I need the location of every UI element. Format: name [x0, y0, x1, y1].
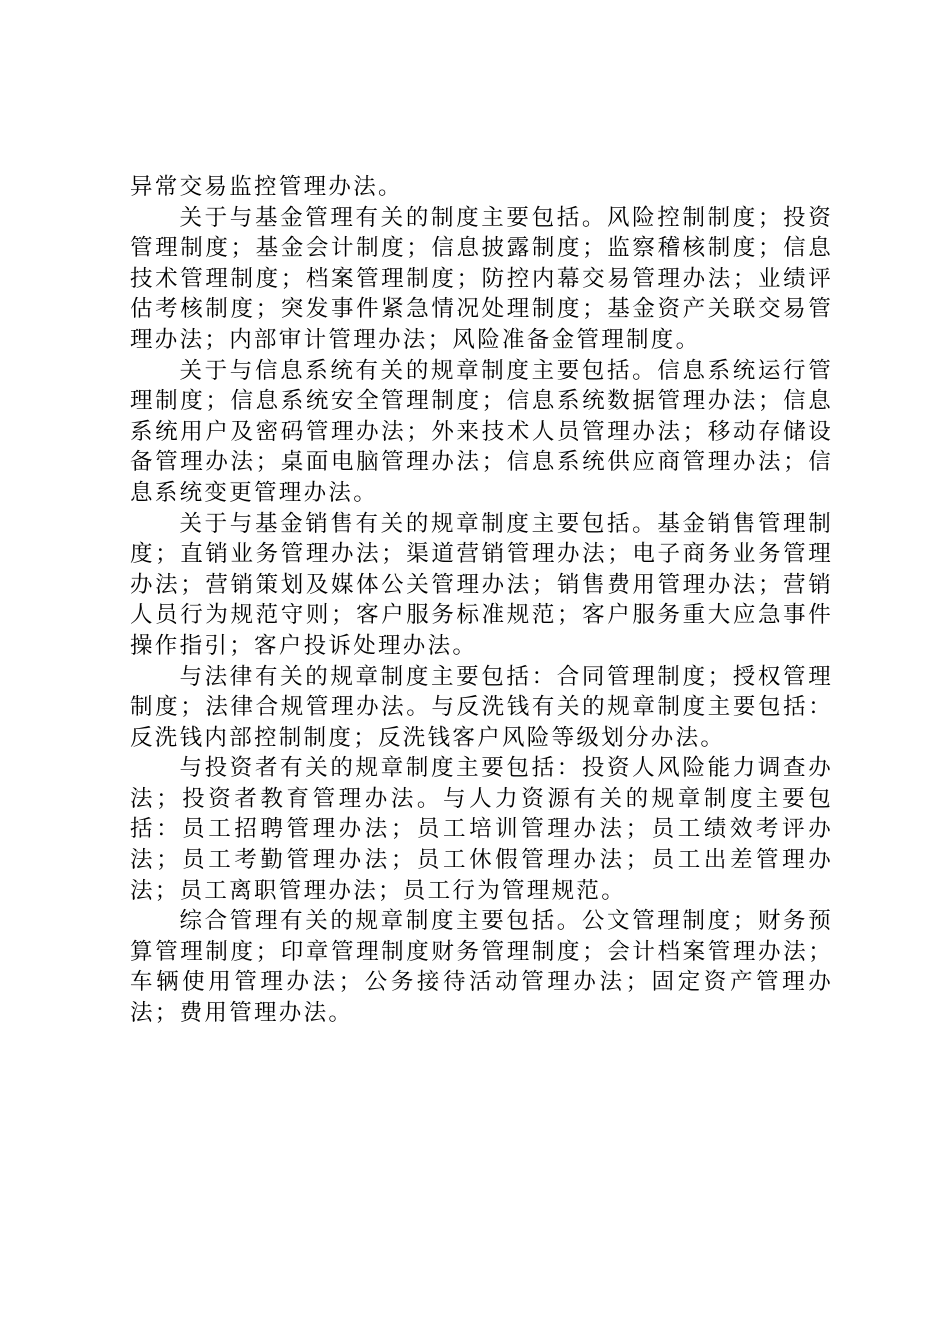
paragraph-3: 关于与信息系统有关的规章制度主要包括。信息系统运行管理制度；信息系统安全管理制度；信息系统数据管理办法；信息系统用户及密码管理办法；外来技术人员管理办法；移动存储设备管理办法；桌面电脑管理办法；信息系统供应商管理办法；信息系统变更管理办法。 [130, 357, 833, 506]
paragraph-6: 与投资者有关的规章制度主要包括：投资人风险能力调查办法；投资者教育管理办法。与人力资源有关的规章制度主要包括：员工招聘管理办法；员工培训管理办法；员工绩效考评办法；员工考勤管理办法；员工休假管理办法；员工出差管理办法；员工离职管理办法；员工行为管理规范。 [130, 755, 833, 904]
paragraph-2: 关于与基金管理有关的制度主要包括。风险控制制度；投资管理制度；基金会计制度；信息披露制度；监察稽核制度；信息技术管理制度；档案管理制度；防控内幕交易管理办法；业绩评估考核制度；突发事件紧急情况处理制度；基金资产关联交易管理办法；内部审计管理办法；风险准备金管理制度。 [130, 204, 833, 353]
document-body [130, 172, 833, 1029]
paragraph-4: 关于与基金销售有关的规章制度主要包括。基金销售管理制度；直销业务管理办法；渠道营销管理办法；电子商务业务管理办法；营销策划及媒体公关管理办法；销售费用管理办法；营销人员行为规范守则；客户服务标准规范；客户服务重大应急事件操作指引；客户投诉处理办法。 [130, 510, 833, 659]
paragraph-1: 异常交易监控管理办法。 [130, 174, 403, 200]
paragraph-7: 综合管理有关的规章制度主要包括。公文管理制度；财务预算管理制度；印章管理制度财务管理制度；会计档案管理办法；车辆使用管理办法；公务接待活动管理办法；固定资产管理办法；费用管理办法。 [130, 908, 833, 1027]
paragraph-5: 与法律有关的规章制度主要包括：合同管理制度；授权管理制度；法律合规管理办法。与反洗钱有关的规章制度主要包括：反洗钱内部控制制度；反洗钱客户风险等级划分办法。 [130, 663, 833, 751]
